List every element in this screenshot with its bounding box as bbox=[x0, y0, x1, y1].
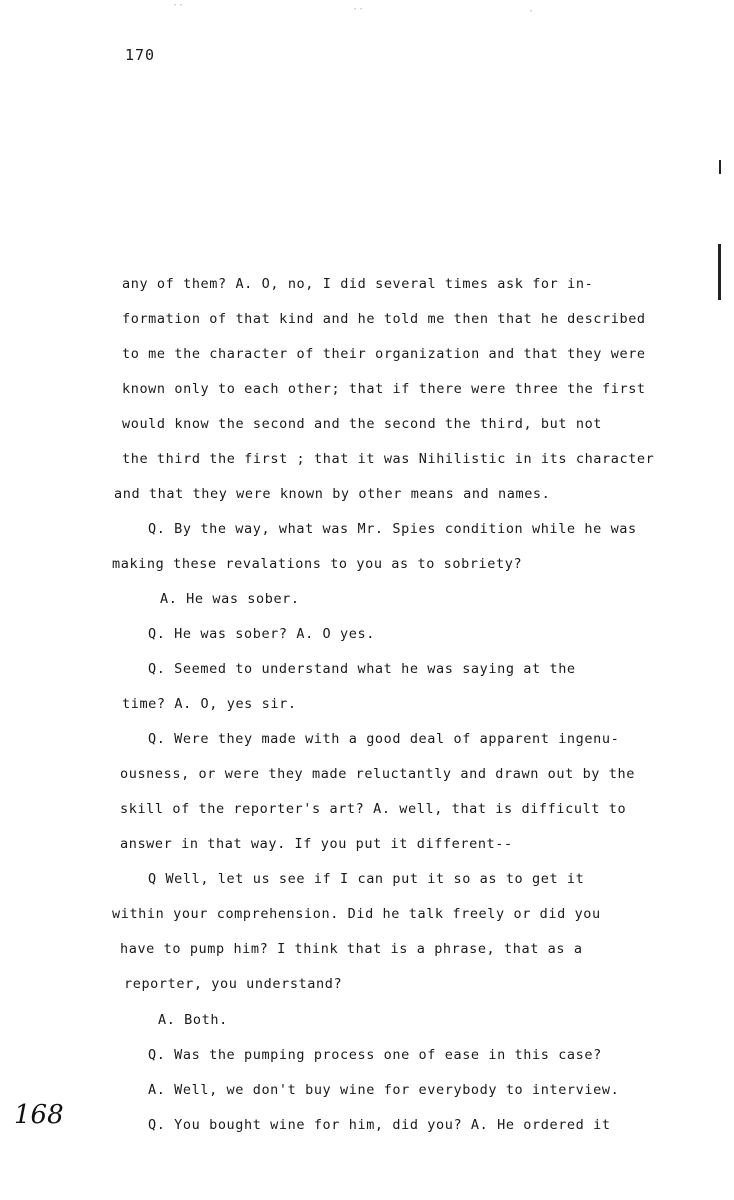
text-line: Q. Were they made with a good deal of apparent ingenu- bbox=[148, 731, 620, 747]
scan-edge-mark bbox=[718, 244, 721, 300]
scan-edge-mark bbox=[719, 160, 721, 174]
text-line: have to pump him? I think that is a phrase, that as a bbox=[120, 941, 583, 957]
text-line: the third the first ; that it was Nihilistic in its character bbox=[122, 451, 655, 467]
text-line: known only to each other; that if there were three the first bbox=[122, 381, 646, 397]
text-line: answer in that way. If you put it different-- bbox=[120, 836, 513, 852]
text-line: ousness, or were they made reluctantly and drawn out by the bbox=[120, 766, 635, 782]
handwritten-margin-note: 168 bbox=[14, 1100, 64, 1130]
text-line: skill of the reporter's art? A. well, that is difficult to bbox=[120, 801, 627, 817]
text-line: Q. By the way, what was Mr. Spies condition while he was bbox=[148, 521, 637, 537]
text-line: within your comprehension. Did he talk freely or did you bbox=[112, 906, 601, 922]
text-line: formation of that kind and he told me then that he described bbox=[122, 311, 646, 327]
scan-speck: ·· bbox=[352, 4, 365, 15]
text-line: Q. He was sober? A. O yes. bbox=[148, 626, 375, 642]
text-line: A. Well, we don't buy wine for everybody to interview. bbox=[148, 1082, 620, 1098]
text-line: making these revalations to you as to sobriety? bbox=[112, 556, 523, 572]
text-line: Q. Seemed to understand what he was saying at the bbox=[148, 661, 576, 677]
page-number: 170 bbox=[125, 46, 156, 64]
text-line: any of them? A. O, no, I did several times ask for in- bbox=[122, 276, 594, 292]
scan-speck: ·· bbox=[172, 0, 185, 11]
text-line: reporter, you understand? bbox=[124, 976, 343, 992]
text-line: time? A. O, yes sir. bbox=[122, 696, 297, 712]
text-line: Q. You bought wine for him, did you? A. He ordered it bbox=[148, 1117, 611, 1133]
text-line: Q. Was the pumping process one of ease in this case? bbox=[148, 1047, 602, 1063]
text-line: A. Both. bbox=[158, 1012, 228, 1028]
text-line: A. He was sober. bbox=[160, 591, 300, 607]
text-line: and that they were known by other means and names. bbox=[114, 486, 551, 502]
text-line: would know the second and the second the third, but not bbox=[122, 416, 603, 432]
text-line: to me the character of their organization and that they were bbox=[122, 346, 646, 362]
text-line: Q Well, let us see if I can put it so as to get it bbox=[148, 871, 585, 887]
scan-speck: · bbox=[528, 6, 535, 17]
